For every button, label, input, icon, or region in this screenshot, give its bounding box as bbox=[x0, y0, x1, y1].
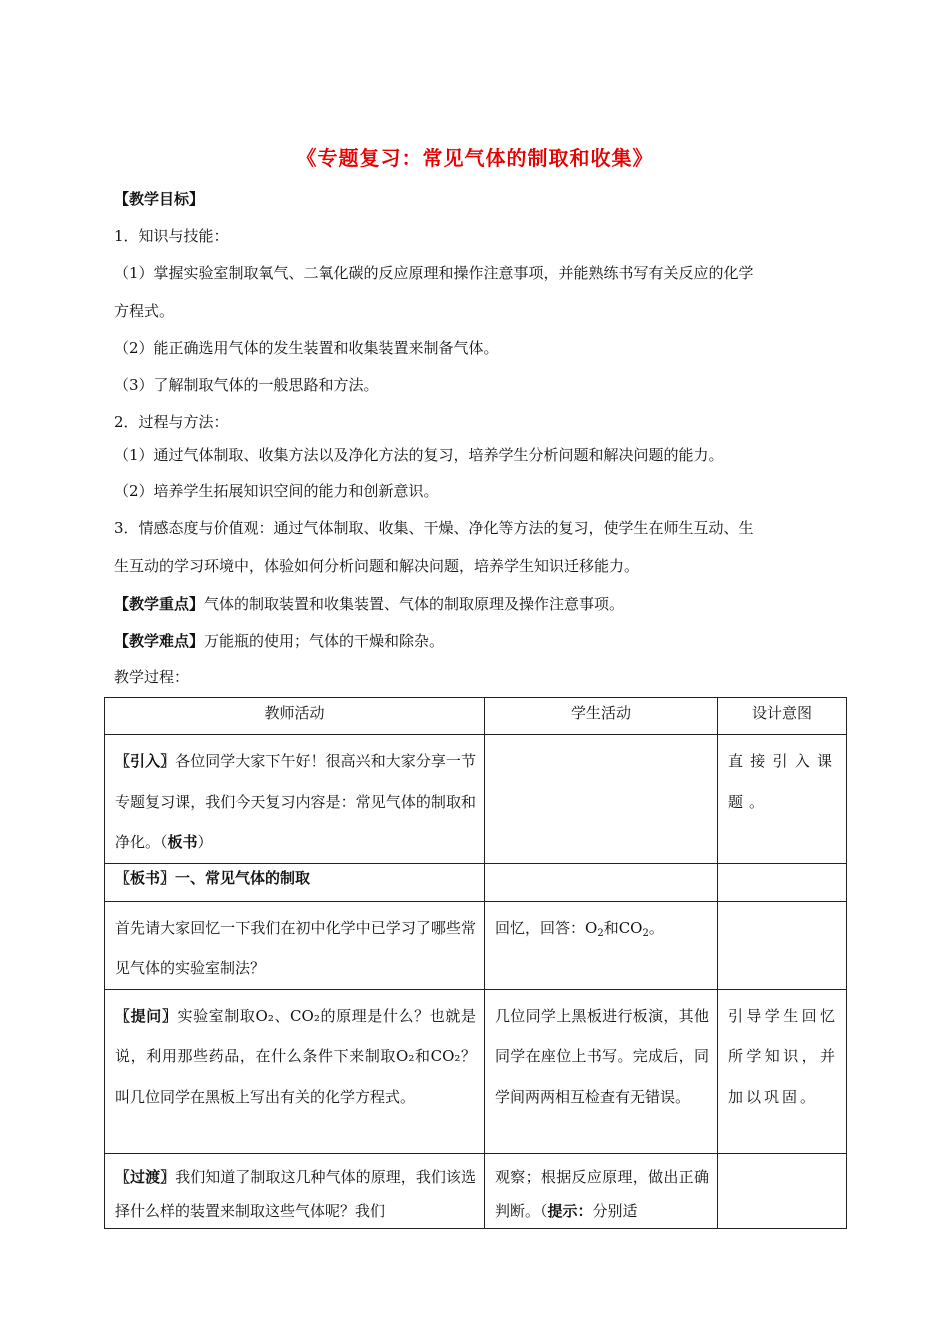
intent-cell-board bbox=[718, 863, 847, 901]
intro-text-end: ） bbox=[197, 833, 213, 851]
student-cell-intro bbox=[485, 735, 718, 864]
transition-text: 我们知道了制取这几种气体的原理，我们该选择什么样的装置来制取这些气体呢？我们 bbox=[115, 1167, 476, 1220]
teacher-cell-recall: 首先请大家回忆一下我们在初中化学中已学习了哪些常见气体的实验室制法？ bbox=[105, 901, 485, 989]
objective-p1: （1）通过气体制取、收集方法以及净化方法的复习，培养学生分析问题和解决问题的能力。 bbox=[114, 446, 724, 464]
recall-sub2: 2 bbox=[642, 927, 649, 939]
objective-emotion-line2: 生互动的学习环境中，体验如何分析问题和解决问题，培养学生知识迁移能力。 bbox=[114, 557, 640, 575]
table-row bbox=[105, 735, 847, 864]
table-row bbox=[105, 863, 847, 901]
transition-student-text: 观察；根据反应原理，做出正确判断。（ bbox=[495, 1167, 709, 1220]
key-point-text: 气体的制取装置和收集装置、气体的制取原理及操作注意事项。 bbox=[204, 595, 625, 613]
teacher-cell-intro bbox=[105, 735, 485, 864]
key-point-label: 【教学重点】 bbox=[114, 595, 205, 613]
objective-k3: （3）了解制取气体的一般思路和方法。 bbox=[114, 376, 379, 394]
table-header-row bbox=[105, 698, 847, 735]
header-teacher: 教师活动 bbox=[105, 698, 485, 735]
objective-knowledge: 1．知识与技能： bbox=[114, 227, 229, 245]
intent-cell-question: 引导学生回忆所学知识，并加以巩固。 bbox=[718, 989, 847, 1153]
objectives-heading: 【教学目标】 bbox=[114, 190, 205, 208]
header-student: 学生活动 bbox=[485, 698, 718, 735]
question-tag: 〖提问〗 bbox=[115, 1006, 178, 1025]
recall-answer-c: 。 bbox=[648, 918, 664, 937]
table-row bbox=[105, 989, 847, 1153]
transition-tag: 〖过渡〗 bbox=[115, 1167, 176, 1186]
recall-sub1: 2 bbox=[597, 927, 604, 939]
teaching-process-table bbox=[104, 697, 847, 1229]
student-cell-board bbox=[485, 863, 718, 901]
student-cell-recall bbox=[485, 901, 718, 989]
objective-p2: （2）培养学生拓展知识空间的能力和创新意识。 bbox=[114, 482, 439, 500]
header-intent: 设计意图 bbox=[718, 698, 847, 735]
teacher-cell-transition bbox=[105, 1153, 485, 1228]
transition-student-end: 分别适 bbox=[592, 1201, 638, 1220]
table-row bbox=[105, 901, 847, 989]
transition-hint-label: 提示： bbox=[547, 1201, 593, 1220]
process-label: 教学过程： bbox=[114, 668, 190, 686]
objective-process: 2．过程与方法： bbox=[114, 413, 229, 431]
table-row bbox=[105, 1153, 847, 1228]
key-point bbox=[114, 593, 844, 614]
difficulty bbox=[114, 630, 844, 651]
recall-answer-a: 回忆，回答：O bbox=[495, 918, 598, 937]
objective-emotion-line1: 3．情感态度与价值观：通过气体制取、收集、干燥、净化等方法的复习，使学生在师生互动、生 bbox=[114, 519, 754, 537]
intro-board-label: 板书 bbox=[167, 833, 198, 851]
intent-cell-intro: 直接引入课题。 bbox=[718, 735, 847, 864]
recall-answer-b: 和CO bbox=[603, 918, 643, 937]
objective-k1-line1: （1）掌握实验室制取氧气、二氧化碳的反应原理和操作注意事项，并能熟练书写有关反应的化学 bbox=[114, 264, 754, 282]
student-cell-question: 几位同学上黑板进行板演，其他同学在座位上书写。完成后，同学间两两相互检查有无错误。 bbox=[485, 989, 718, 1153]
intent-cell-recall bbox=[718, 901, 847, 989]
intro-tag: 〖引入〗 bbox=[115, 752, 176, 770]
intro-text: 各位同学大家下午好！很高兴和大家分享一节专题复习课，我们今天复习内容是：常见气体的制取和净化。（ bbox=[115, 752, 476, 851]
student-cell-transition bbox=[485, 1153, 718, 1228]
teacher-cell-board: 〖板书〗一、常见气体的制取 bbox=[105, 863, 485, 901]
teacher-cell-question bbox=[105, 989, 485, 1153]
document-title: 《专题复习：常见气体的制取和收集》 bbox=[296, 146, 654, 170]
objective-k1-line2: 方程式。 bbox=[114, 302, 175, 320]
difficulty-text: 万能瓶的使用；气体的干燥和除杂。 bbox=[204, 632, 445, 650]
difficulty-label: 【教学难点】 bbox=[114, 632, 205, 650]
question-text: 实验室制取O₂、CO₂的原理是什么？也就是说，利用那些药品，在什么条件下来制取O₂和CO₂？叫几位同学在黑板上写出有关的化学方程式。 bbox=[115, 1006, 476, 1106]
objective-k2: （2）能正确选用气体的发生装置和收集装置来制备气体。 bbox=[114, 339, 499, 357]
intent-cell-transition bbox=[718, 1153, 847, 1228]
